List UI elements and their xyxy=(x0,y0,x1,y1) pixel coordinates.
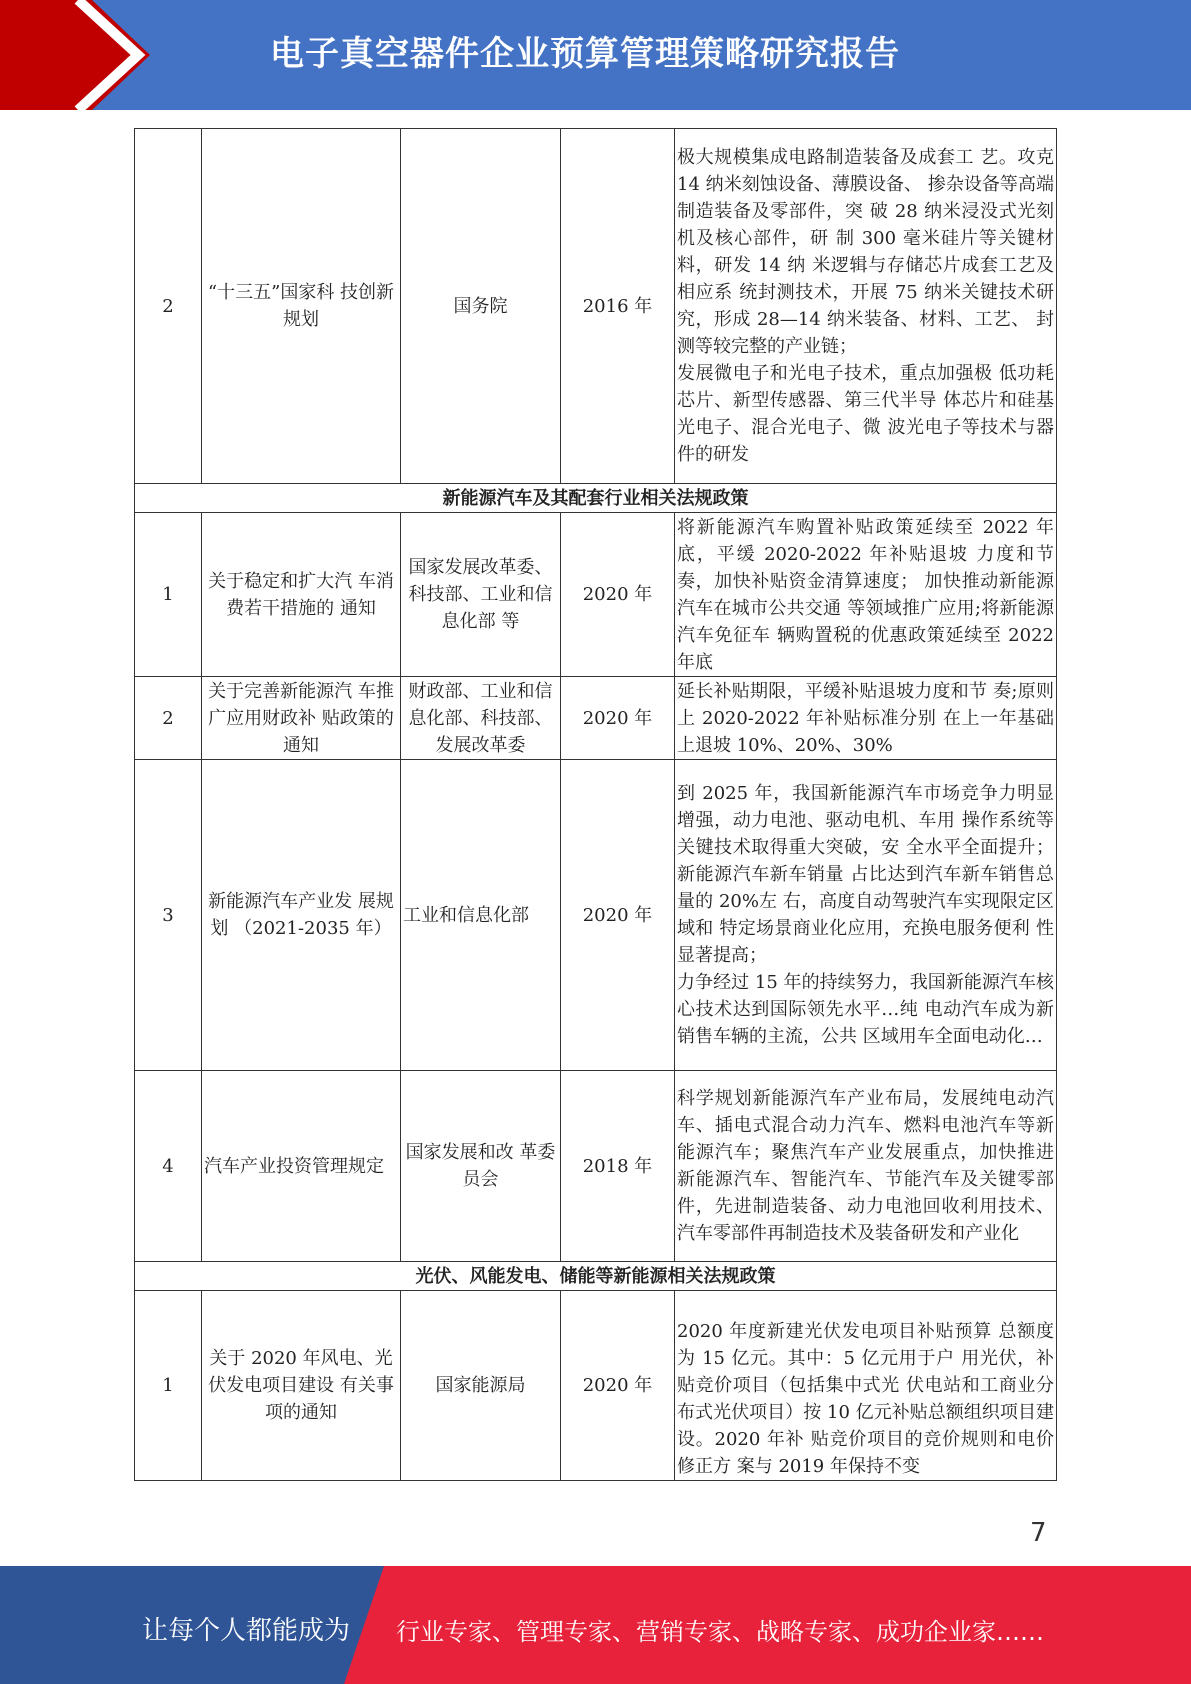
row-number: 4 xyxy=(135,1071,202,1262)
issuing-body: 国务院 xyxy=(401,129,561,484)
policy-name: 关于 2020 年风电、光伏发电项目建设 有关事项的通知 xyxy=(202,1291,401,1481)
issue-year: 2020 年 xyxy=(561,1291,675,1481)
policy-name: 关于稳定和扩大汽 车消费若干措施的 通知 xyxy=(202,513,401,677)
table-row xyxy=(135,760,1057,1071)
section-title-ev: 新能源汽车及其配套行业相关法规政策 xyxy=(135,484,1057,513)
policy-name: 汽车产业投资管理规定 xyxy=(202,1071,401,1262)
issue-year: 2020 年 xyxy=(561,513,675,677)
report-title: 电子真空器件企业预算管理策略研究报告 xyxy=(270,34,900,74)
issuing-body: 国家能源局 xyxy=(401,1291,561,1481)
issuing-body: 国家发展和改 革委员会 xyxy=(401,1071,561,1262)
table-row xyxy=(135,1291,1057,1481)
issue-year: 2016 年 xyxy=(561,129,675,484)
footer-slogan-right: 行业专家、管理专家、营销专家、战略专家、成功企业家…… xyxy=(396,1618,1044,1646)
policy-name: 关于完善新能源汽 车推广应用财政补 贴政策的通知 xyxy=(202,677,401,760)
policy-content xyxy=(675,677,1057,760)
table-row xyxy=(135,1071,1057,1262)
row-number: 3 xyxy=(135,760,202,1071)
issuing-body: 工业和信息化部 xyxy=(401,760,561,1071)
footer-slogan-left: 让每个人都能成为 xyxy=(142,1616,351,1646)
policy-name: 新能源汽车产业发 展规划 （2021-2035 年） xyxy=(202,760,401,1071)
content-paragraph: 2020 年度新建光伏发电项目补贴预算 总额度为 15 亿元。其中：5 亿元用于户 用光伏，补贴竞价项目（包括集中式光 伏电站和工商业分布式光伏项目）按 10 亿元补贴总额组织项目建设。2020 年补 贴竞价项目的竞价规则和电价修正方 案与 2019 年保持不变 xyxy=(677,1321,1054,1477)
policy-content xyxy=(675,760,1057,1071)
policy-content xyxy=(675,513,1057,677)
content-paragraph: 将新能源汽车购置补贴政策延续至 2022 年底，平缓 2020-2022 年补贴退坡 力度和节奏，加快补贴资金清算速度； 加快推动新能源汽车在城市公共交通 等领域推广应用;将新能源汽车免征车 辆购置税的优惠政策延续至 2022 年底 xyxy=(677,516,1054,673)
row-number: 2 xyxy=(135,677,202,760)
content-paragraph: 科学规划新能源汽车产业布局，发展纯电动汽车、插电式混合动力汽车、燃料电池汽车等新能源汽车；聚焦汽车产业发展重点，加快推进新能源汽车、智能汽车、节能汽车及关键零部件，先进制造装备、动力电池回收利用技术、汽车零部件再制造技术及装备研发和产业化 xyxy=(677,1088,1054,1244)
issue-year: 2018 年 xyxy=(561,1071,675,1262)
content-paragraph: 延长补贴期限，平缓补贴退坡力度和节 奏;原则上 2020-2022 年补贴标准分别 在上一年基础上退坡 10%、20%、30% xyxy=(677,680,1054,756)
issuing-body: 财政部、工业和信息化部、科技部、发展改革委 xyxy=(401,677,561,760)
page-header xyxy=(0,0,1191,110)
row-number: 1 xyxy=(135,513,202,677)
content-paragraph: 到 2025 年，我国新能源汽车市场竞争力明显增强，动力电池、驱动电机、车用 操作系统等关键技术取得重大突破，安 全水平全面提升；新能源汽车新车销量 占比达到汽车新车销售总量的 20%左 右，高度自动驾驶汽车实现限定区域和 特定场景商业化应用，充换电服务便利 性显著提高； xyxy=(677,783,1054,966)
policy-content xyxy=(675,129,1057,484)
table-row xyxy=(135,129,1057,484)
table-row xyxy=(135,677,1057,760)
page-number: 7 xyxy=(1030,1518,1047,1548)
content-paragraph: 极大规模集成电路制造装备及成套工 艺。攻克 14 纳米刻蚀设备、薄膜设备、 掺杂设备等高端制造装备及零部件，突 破 28 纳米浸没式光刻机及核心部件，研 制 300 毫米硅片等关键材料，研发 14 纳 米逻辑与存储芯片成套工艺及相应系 统封测技术，开展 75 纳米关键技术研 究，形成 28—14 纳米装备、材料、工艺、 封测等较完整的产业链； xyxy=(677,147,1054,357)
section-header-row xyxy=(135,1262,1057,1291)
content-paragraph: 发展微电子和光电子技术，重点加强极 低功耗芯片、新型传感器、第三代半导 体芯片和硅基光电子、混合光电子、微 波光电子等技术与器件的研发 xyxy=(677,363,1054,465)
issuing-body: 国家发展改革委、科技部、工业和信息化部 等 xyxy=(401,513,561,677)
header-arrow-icon xyxy=(0,0,160,110)
table-row xyxy=(135,513,1057,677)
row-number: 1 xyxy=(135,1291,202,1481)
issue-year: 2020 年 xyxy=(561,677,675,760)
page-footer xyxy=(0,1566,1191,1684)
issue-year: 2020 年 xyxy=(561,760,675,1071)
section-title-pv: 光伏、风能发电、储能等新能源相关法规政策 xyxy=(135,1262,1057,1291)
policy-content xyxy=(675,1291,1057,1481)
row-number: 2 xyxy=(135,129,202,484)
policy-content xyxy=(675,1071,1057,1262)
content-paragraph: 力争经过 15 年的持续努力，我国新能源汽车核心技术达到国际领先水平…纯 电动汽车成为新销售车辆的主流，公共 区域用车全面电动化… xyxy=(677,972,1054,1047)
policy-name: “十三五”国家科 技创新规划 xyxy=(202,129,401,484)
policy-table xyxy=(134,128,1057,1481)
section-header-row xyxy=(135,484,1057,513)
